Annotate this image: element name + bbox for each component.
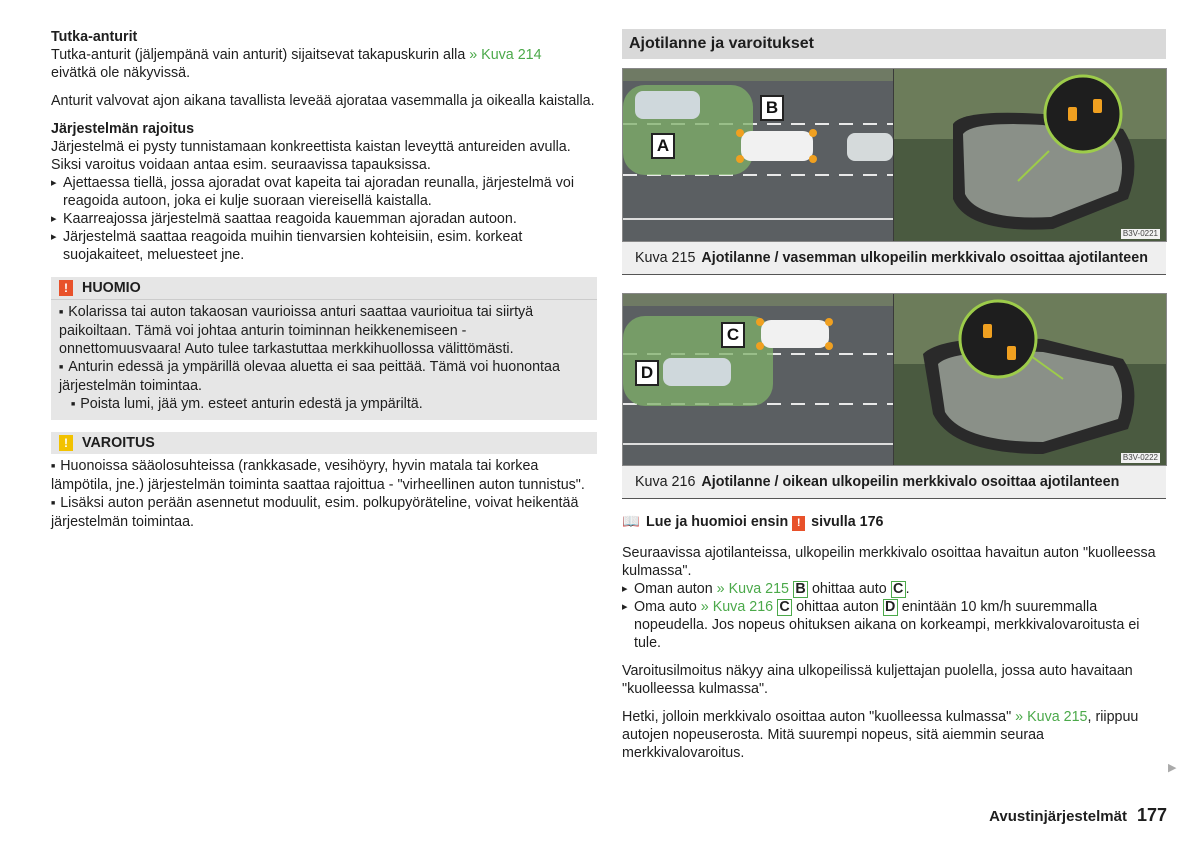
section-title: Ajotilanne ja varoitukset (622, 29, 1166, 59)
label-a: A (651, 133, 675, 159)
list-item (622, 598, 1166, 652)
page-number: 177 (1136, 805, 1167, 825)
paragraph-sensors-monitor: Anturit valvovat ajon aikana tavallista leveää ajorataa vasemmalla ja oikealla kaistalla. (51, 93, 595, 109)
exclamation-icon: ! (792, 516, 805, 531)
link-kuva-215[interactable]: » Kuva 215 (716, 581, 789, 597)
label-b: B (760, 95, 784, 121)
varoitus-box (51, 432, 597, 531)
figure-title: Ajotilanne / vasemman ulkopeilin merkkivalo osoittaa ajotilanteen (701, 250, 1148, 266)
figure-code: B3V-0221 (1122, 229, 1158, 238)
text: ohittaa auto (807, 581, 891, 597)
list-item: ■ Kolarissa tai auton takaosan vaurioissa anturi saattaa vaurioitua tai siirtyä paikoiltaan. Tämä voi johtaa anturin toiminnan heikkenemiseen - onnettomuusvaara! Auto tulee tarkastuttaa merkkihuollossa välittömästi. (59, 303, 587, 358)
list-item: ▸ Ajettaessa tiellä, jossa ajoradat ovat kapeita tai ajoradan reunalla, järjestelmä voi reagoida autoon, joka ei kulje suoraan viereisellä kaistalla. (51, 174, 597, 210)
text: , riippuu autojen nopeuserosta. Mitä suurempi nopeus, sitä aiemmin seuraa merkkivalovaroitus. (622, 709, 1139, 761)
text: eivätkä ole näkyvissä. (51, 65, 191, 81)
list-item: ■ Poista lumi, jää ym. esteet anturin edestä ja ympäriltä. (59, 395, 587, 414)
paragraph-limitation: Järjestelmä ei pysty tunnistamaan konkreettista kaistan leveyttä antureiden avulla. Siksi varoitus voidaan antaa esim. seuraavissa tapauksissa. (51, 139, 571, 173)
exclamation-icon: ! (59, 435, 73, 451)
heading-system-limitation: Järjestelmän rajoitus (51, 121, 195, 137)
huomio-box (51, 277, 597, 420)
figure-code: B3V-0222 (1122, 453, 1158, 462)
chapter-name: Avustinjärjestelmät (989, 808, 1127, 825)
figure-number: Kuva 215 (635, 250, 696, 266)
key-c: C (891, 581, 906, 598)
text: . (905, 581, 910, 597)
huomio-header (51, 277, 597, 300)
figure-215-illustration (623, 69, 1166, 241)
text: Hetki, jolloin merkkivalo osoittaa auton "kuolleessa kulmassa" (622, 709, 1016, 725)
text: enintään 10 km/h suuremmalla nopeudella. Jos nopeus ohituksen aikana on korkeampi, merkkivalovaroitusta ei tule. (634, 599, 1140, 651)
link-kuva-215[interactable]: » Kuva 215 (1015, 709, 1088, 725)
list-item: ▸ Kaarreajossa järjestelmä saattaa reagoida kauemman ajoradan autoon. (51, 210, 597, 228)
text: ohittaa auton (792, 599, 883, 615)
list-item (622, 580, 1166, 598)
paragraph-intro: Seuraavissa ajotilanteissa, ulkopeilin merkkivalo osoittaa havaitun auton "kuolleessa kulmassa". (622, 545, 1156, 579)
text: Oman auton (634, 581, 717, 597)
figure-215 (622, 68, 1167, 242)
heading-tutka-anturit: Tutka-anturit (51, 29, 138, 45)
reference-line (622, 513, 1166, 531)
list-item: ■ Anturin edessä ja ympärillä olevaa aluetta ei saa peittää. Tämä voi huonontaa järjestelmän toimintaa. (59, 358, 587, 395)
figure-number: Kuva 216 (635, 474, 696, 490)
continue-arrow-icon: ▶ (1168, 762, 1177, 774)
list-item: ▸ Järjestelmä saattaa reagoida muihin tienvarsien kohteisiin, esim. korkeat suojakaiteet, meluesteet jne. (51, 228, 597, 264)
left-column (51, 0, 597, 531)
label-d: D (635, 360, 659, 386)
text: Tutka-anturit (jäljempänä vain anturit) sijaitsevat takapuskurin alla (51, 47, 470, 63)
paragraph-sensors-location (51, 46, 597, 82)
key-c: C (777, 599, 792, 616)
book-icon: 📖 (622, 514, 640, 530)
figure-216 (622, 293, 1167, 466)
footer (989, 806, 1167, 826)
varoitus-header (51, 432, 597, 454)
huomio-title: HUOMIO (82, 280, 141, 296)
varoitus-title: VAROITUS (82, 435, 155, 451)
figure-title: Ajotilanne / oikean ulkopeilin merkkivalo osoittaa ajotilanteen (701, 474, 1120, 490)
paragraph-timing (622, 708, 1166, 762)
list-item: ■ Lisäksi auton perään asennetut moduulit, esim. polkupyöräteline, voivat heikentää järjestelmän toimintaa. (51, 494, 597, 531)
key-b: B (793, 581, 808, 598)
right-column (622, 0, 1166, 762)
list-item: ■ Huonoissa sääolosuhteissa (rankkasade, vesihöyry, hyvin matala tai korkea lämpötila, jne.) järjestelmän toiminta saattaa rajoittua - "virheellinen auton tunnistus". (51, 457, 597, 494)
label-c: C (721, 322, 745, 348)
reference-page[interactable]: sivulla 176 (811, 514, 884, 530)
link-kuva-216[interactable]: » Kuva 216 (700, 599, 774, 615)
figure-216-caption (622, 466, 1166, 499)
key-d: D (883, 599, 898, 616)
text: Oma auto (634, 599, 701, 615)
figure-216-illustration (623, 294, 1166, 465)
exclamation-icon: ! (59, 280, 73, 296)
link-kuva-214[interactable]: » Kuva 214 (469, 47, 542, 63)
reference-text: Lue ja huomioi ensin (645, 514, 789, 530)
paragraph-warning-side: Varoitusilmoitus näkyy aina ulkopeilissä kuljettajan puolella, jossa auto havaitaan "kuolleessa kulmassa". (622, 663, 1133, 697)
figure-215-caption (622, 242, 1166, 275)
